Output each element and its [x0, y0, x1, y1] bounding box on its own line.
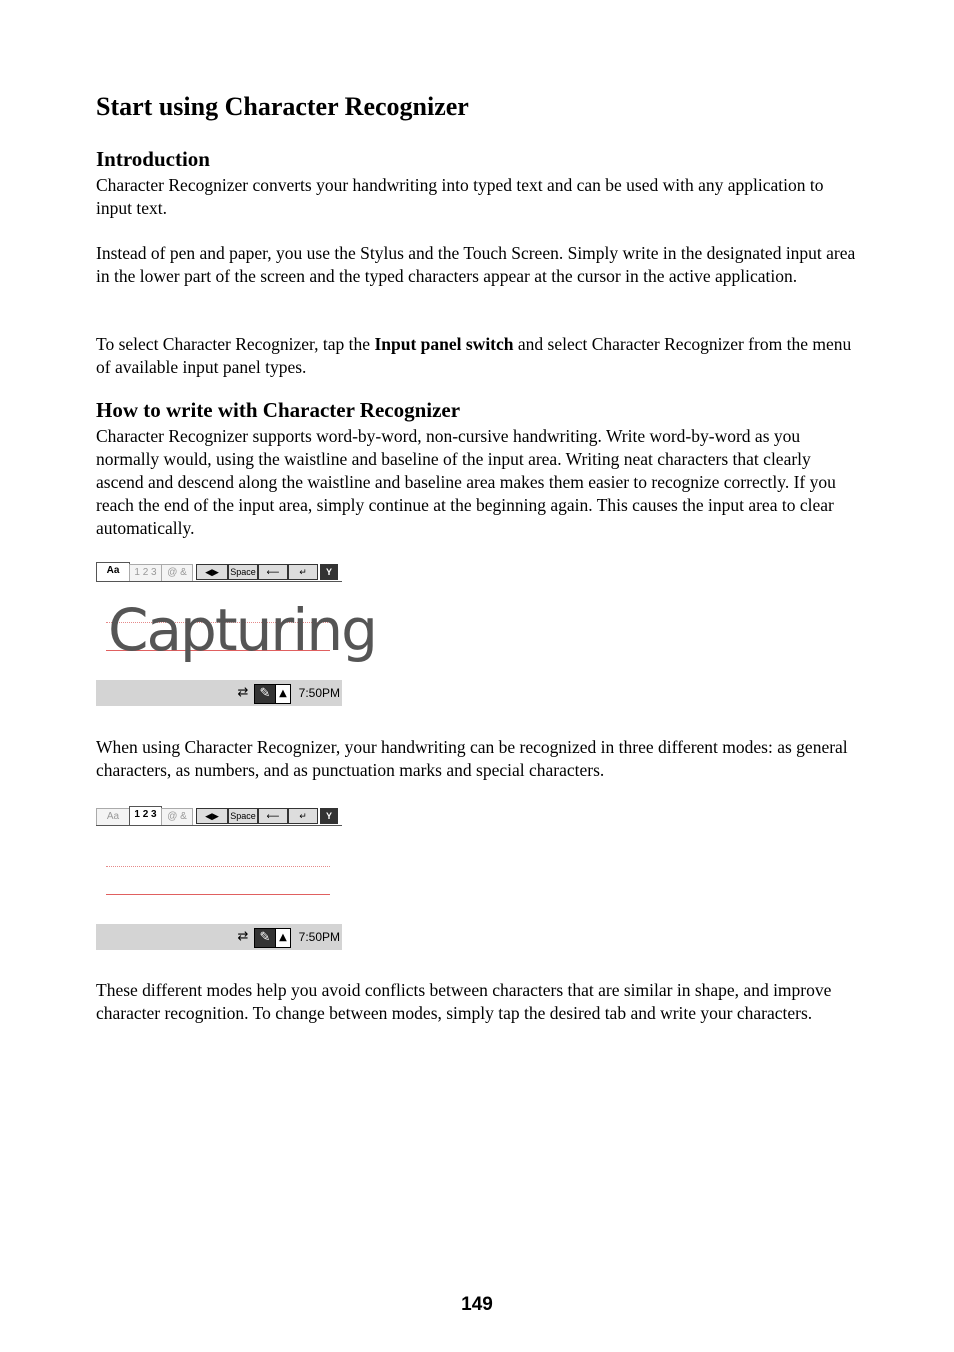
waistline-guide	[106, 866, 330, 867]
input-panel-screenshot-numbers	[96, 806, 342, 950]
mode-tab-row	[96, 806, 342, 826]
p3-text-before: To select Character Recognizer, tap the	[96, 334, 375, 354]
connectivity-icon[interactable]: ⇄	[237, 685, 249, 700]
enter-button[interactable]	[288, 564, 318, 580]
enter-button[interactable]	[288, 808, 318, 824]
clock: 7:50PM	[298, 686, 340, 700]
clock: 7:50PM	[298, 930, 340, 944]
tab-symbols[interactable]: @ &	[161, 564, 193, 581]
backspace-icon: ⟵	[266, 567, 280, 577]
baseline-guide	[106, 894, 330, 895]
recognizer-options-button[interactable]	[320, 808, 338, 824]
status-bar	[96, 924, 342, 950]
introduction-paragraph-3	[96, 333, 862, 379]
options-icon: Y	[325, 567, 332, 577]
introduction-heading: Introduction	[96, 147, 210, 171]
options-icon: Y	[325, 811, 332, 821]
cursor-left-right-button[interactable]	[196, 808, 228, 824]
tab-letters[interactable]: Aa	[96, 808, 130, 825]
handwriting-text: Capturing	[108, 596, 376, 664]
arrow-left-right-icon: ◀▶	[205, 567, 219, 577]
space-button[interactable]: Space	[228, 564, 258, 580]
space-button[interactable]: Space	[228, 808, 258, 824]
input-panel-switch-term: Input panel switch	[374, 334, 514, 354]
modes-paragraph: When using Character Recognizer, your handwriting can be recognized in three different modes: as general characters, as numbers, and as punctuation marks and special characters.	[96, 737, 848, 780]
tab-numbers[interactable]: 1 2 3	[129, 564, 162, 581]
recognizer-options-button[interactable]	[320, 564, 338, 580]
how-to-heading: How to write with Character Recognizer	[96, 398, 461, 422]
tab-numbers[interactable]: 1 2 3	[129, 806, 162, 825]
input-panel-switch-icon[interactable]: ✎	[254, 684, 276, 704]
input-panel-switch-icon[interactable]: ✎	[254, 928, 276, 948]
backspace-button[interactable]	[258, 564, 288, 580]
input-panel-menu-icon[interactable]: ▲	[275, 684, 291, 704]
tab-letters[interactable]: Aa	[96, 562, 130, 581]
page-title: Start using Character Recognizer	[96, 92, 469, 121]
how-to-paragraph: Character Recognizer supports word-by-word, non-cursive handwriting. Write word-by-word as you normally would, using the waistline and baseline of the input area. Writing neat characters that clearly ascend and descend along the waistline and baseline area makes them easier to recognize correctly. If you reach the end of the input area, simply continue at the beginning again. This causes the input area to clear automatically.	[96, 426, 836, 538]
status-bar	[96, 680, 342, 706]
enter-icon: ↵	[299, 567, 307, 577]
input-panel-menu-icon[interactable]: ▲	[275, 928, 291, 948]
tab-symbols[interactable]: @ &	[161, 808, 193, 825]
page-number: 149	[461, 1294, 493, 1315]
cursor-left-right-button[interactable]	[196, 564, 228, 580]
introduction-paragraph-2: Instead of pen and paper, you use the Stylus and the Touch Screen. Simply write in the designated input area in the lower part of the screen and the typed characters appear at the cursor in the active application.	[96, 243, 856, 286]
backspace-button[interactable]	[258, 808, 288, 824]
mode-tab-row	[96, 562, 342, 582]
backspace-icon: ⟵	[266, 811, 280, 821]
p3-text-after: and select Character Recognizer from the menu of available input panel types.	[96, 334, 852, 377]
connectivity-icon[interactable]: ⇄	[237, 929, 249, 944]
arrow-left-right-icon: ◀▶	[205, 811, 219, 821]
input-panel-screenshot-letters	[96, 562, 376, 706]
handwriting-sample	[106, 584, 376, 678]
enter-icon: ↵	[299, 811, 307, 821]
closing-paragraph: These different modes help you avoid conflicts between characters that are similar in shape, and improve character recognition. To change between modes, simply tap the desired tab and write your characters.	[96, 980, 832, 1023]
introduction-paragraph-1: Character Recognizer converts your handwriting into typed text and can be used with any application to input text.	[96, 175, 824, 218]
